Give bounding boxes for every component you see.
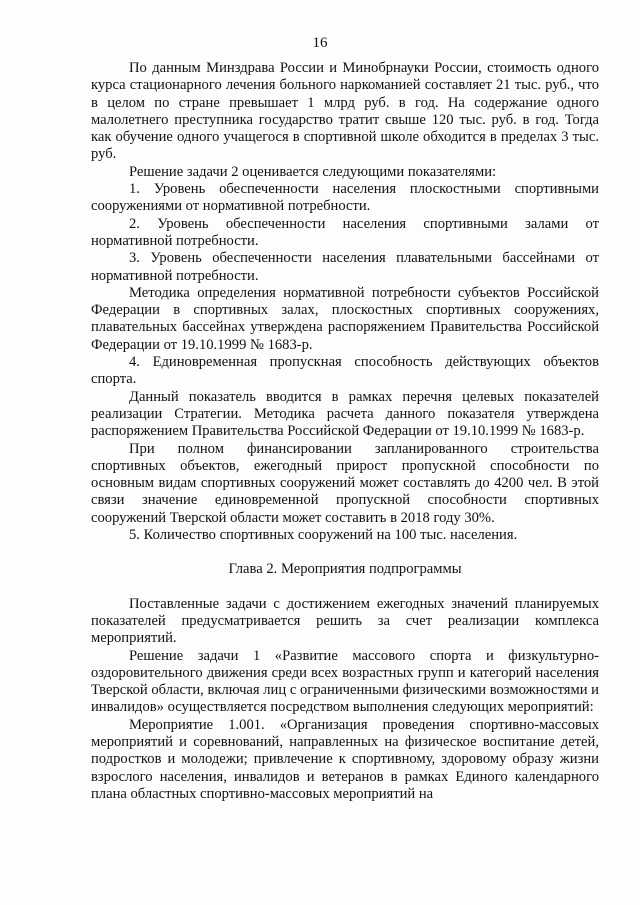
paragraph: Мероприятие 1.001. «Организация проведения спортивно-массовых мероприятий и соревнований, направленных на физическое воспитание детей, подростков и молодежи; привлечение к спортивному, здоровому образу жизни взрослого населения, инвалидов и ветеранов в рамках Единого календарного плана областных спортивно-массовых мероприятий на — [91, 716, 599, 802]
paragraph: 1. Уровень обеспеченности населения плоскостными спортивными сооружениями от нормативной потребности. — [91, 181, 599, 215]
paragraph: Данный показатель вводится в рамках перечня целевых показателей реализации Стратегии. Методика расчета данного показателя утверждена распоряжением Правительства Российской Федерации от 19.10.1999 № 1683-р. — [91, 388, 599, 440]
document-body — [91, 60, 599, 803]
paragraph: Методика определения нормативной потребности субъектов Российской Федерации в спортивных залах, плоскостных спортивных сооружениях, плавательных бассейнах утверждена распоряжением Правительства Российской Федерации от 19.10.1999 № 1683-р. — [91, 284, 599, 353]
paragraph: Решение задачи 2 оценивается следующими показателями: — [129, 163, 497, 180]
paragraph: 4. Единовременная пропускная способность действующих объектов спорта. — [91, 354, 599, 388]
chapter-title: Глава 2. Мероприятия подпрограммы — [228, 561, 462, 578]
paragraph: При полном финансировании запланированного строительства спортивных объектов, ежегодный прирост пропускной способности по основным видам спортивных сооружений может составлять до 4200 чел. В этой связи значение единовременной пропускной способности спортивных сооружений Тверской области может составить в 2018 году 30%. — [91, 440, 599, 526]
paragraph: Поставленные задачи с достижением ежегодных значений планируемых показателей предусматривается решить за счет реализации комплекса мероприятий. — [91, 595, 599, 647]
paragraph: По данным Минздрава России и Минобрнауки России, стоимость одного курса стационарного лечения больного наркоманией составляет 21 тыс. руб., что в целом по стране превышает 1 млрд руб. в год. На содержание одного малолетнего преступника государство тратит свыше 120 тыс. руб. в год. Тогда как обучение одного учащегося в спортивной школе обходится в пределах 3 тыс. руб. — [91, 60, 599, 163]
paragraph: Решение задачи 1 «Развитие массового спорта и физкультурно-оздоровительного движения среди всех возрастных групп и категорий населения Тверской области, включая лиц с ограниченными физическими возможностями и инвалидов» осуществляется посредством выполнения следующих мероприятий: — [91, 647, 599, 716]
page-number: 16 — [312, 35, 328, 51]
paragraph: 5. Количество спортивных сооружений на 100 тыс. населения. — [129, 527, 518, 544]
paragraph: 3. Уровень обеспеченности населения плавательными бассейнами от нормативной потребности. — [91, 250, 599, 284]
paragraph: 2. Уровень обеспеченности населения спортивными залами от нормативной потребности. — [91, 215, 599, 249]
